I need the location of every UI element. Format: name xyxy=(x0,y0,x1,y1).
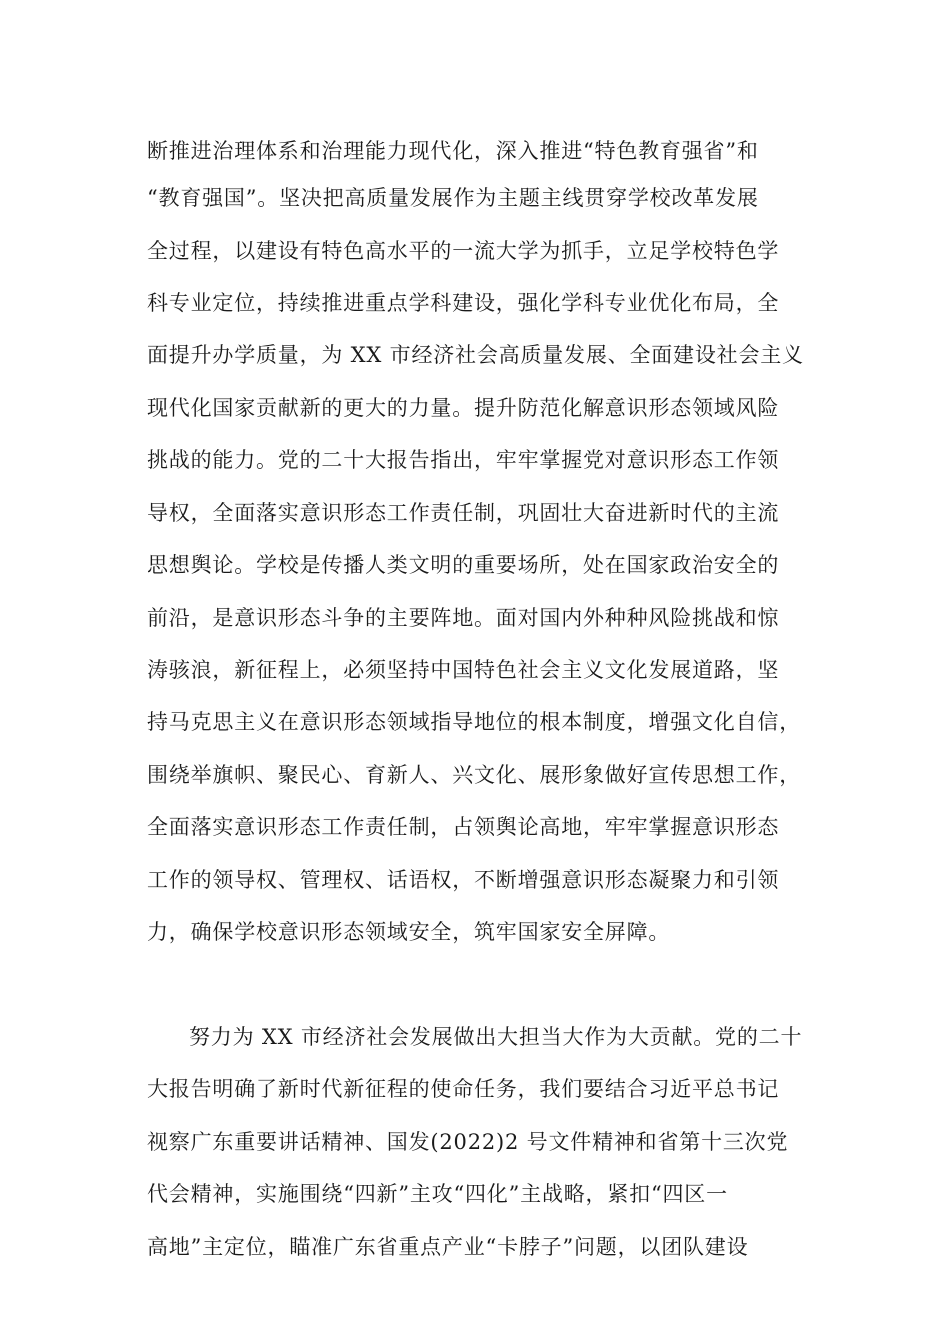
text-line: 高地”主定位，瞄准广东省重点产业“卡脖子”问题，以团队建设 xyxy=(147,1235,749,1259)
text-line: 挑战的能力。党的二十大报告指出，牢牢掌握党对意识形态工作领 xyxy=(147,448,780,472)
text-line: 前沿，是意识形态斗争的主要阵地。面对国内外种种风险挑战和惊 xyxy=(147,606,780,630)
text-line: 全过程，以建设有特色高水平的一流大学为抓手，立足学校特色学 xyxy=(147,239,780,263)
text-line: “教育强国”。坚决把高质量发展作为主题主线贯穿学校改革发展 xyxy=(147,186,759,210)
text-line: 努力为 XX 市经济社会发展做出大担当大作为大贡献。党的二十 xyxy=(189,1025,803,1049)
text-line: 视察广东重要讲话精神、国发(2022)2 号文件精神和省第十三次党 xyxy=(147,1130,789,1154)
text-line: 涛骇浪，新征程上，必须坚持中国特色社会主义文化发展道路，坚 xyxy=(147,658,780,682)
text-line: 力，确保学校意识形态领域安全，筑牢国家安全屏障。 xyxy=(147,920,671,944)
text-line: 工作的领导权、管理权、话语权，不断增强意识形态凝聚力和引领 xyxy=(147,868,780,892)
text-line: 断推进治理体系和治理能力现代化，深入推进“特色教育强省”和 xyxy=(147,139,759,163)
text-line: 现代化国家贡献新的更大的力量。提升防范化解意识形态领域风险 xyxy=(147,396,780,420)
text-line: 导权，全面落实意识形态工作责任制，巩固壮大奋进新时代的主流 xyxy=(147,501,780,525)
text-line: 思想舆论。学校是传播人类文明的重要场所，处在国家政治安全的 xyxy=(147,553,780,577)
text-line: 面提升办学质量，为 XX 市经济社会高质量发展、全面建设社会主义 xyxy=(147,343,804,367)
text-line: 大报告明确了新时代新征程的使命任务，我们要结合习近平总书记 xyxy=(147,1077,780,1101)
text-line: 围绕举旗帜、聚民心、育新人、兴文化、展形象做好宣传思想工作， xyxy=(147,763,801,787)
text-line: 科专业定位，持续推进重点学科建设，强化学科专业优化布局，全 xyxy=(147,291,780,315)
text-line: 代会精神，实施围绕“四新”主攻“四化”主战略，紧扣“四区一 xyxy=(147,1182,728,1206)
text-line: 持马克思主义在意识形态领域指导地位的根本制度，增强文化自信， xyxy=(147,710,801,734)
text-line: 全面落实意识形态工作责任制，占领舆论高地，牢牢掌握意识形态 xyxy=(147,815,780,839)
